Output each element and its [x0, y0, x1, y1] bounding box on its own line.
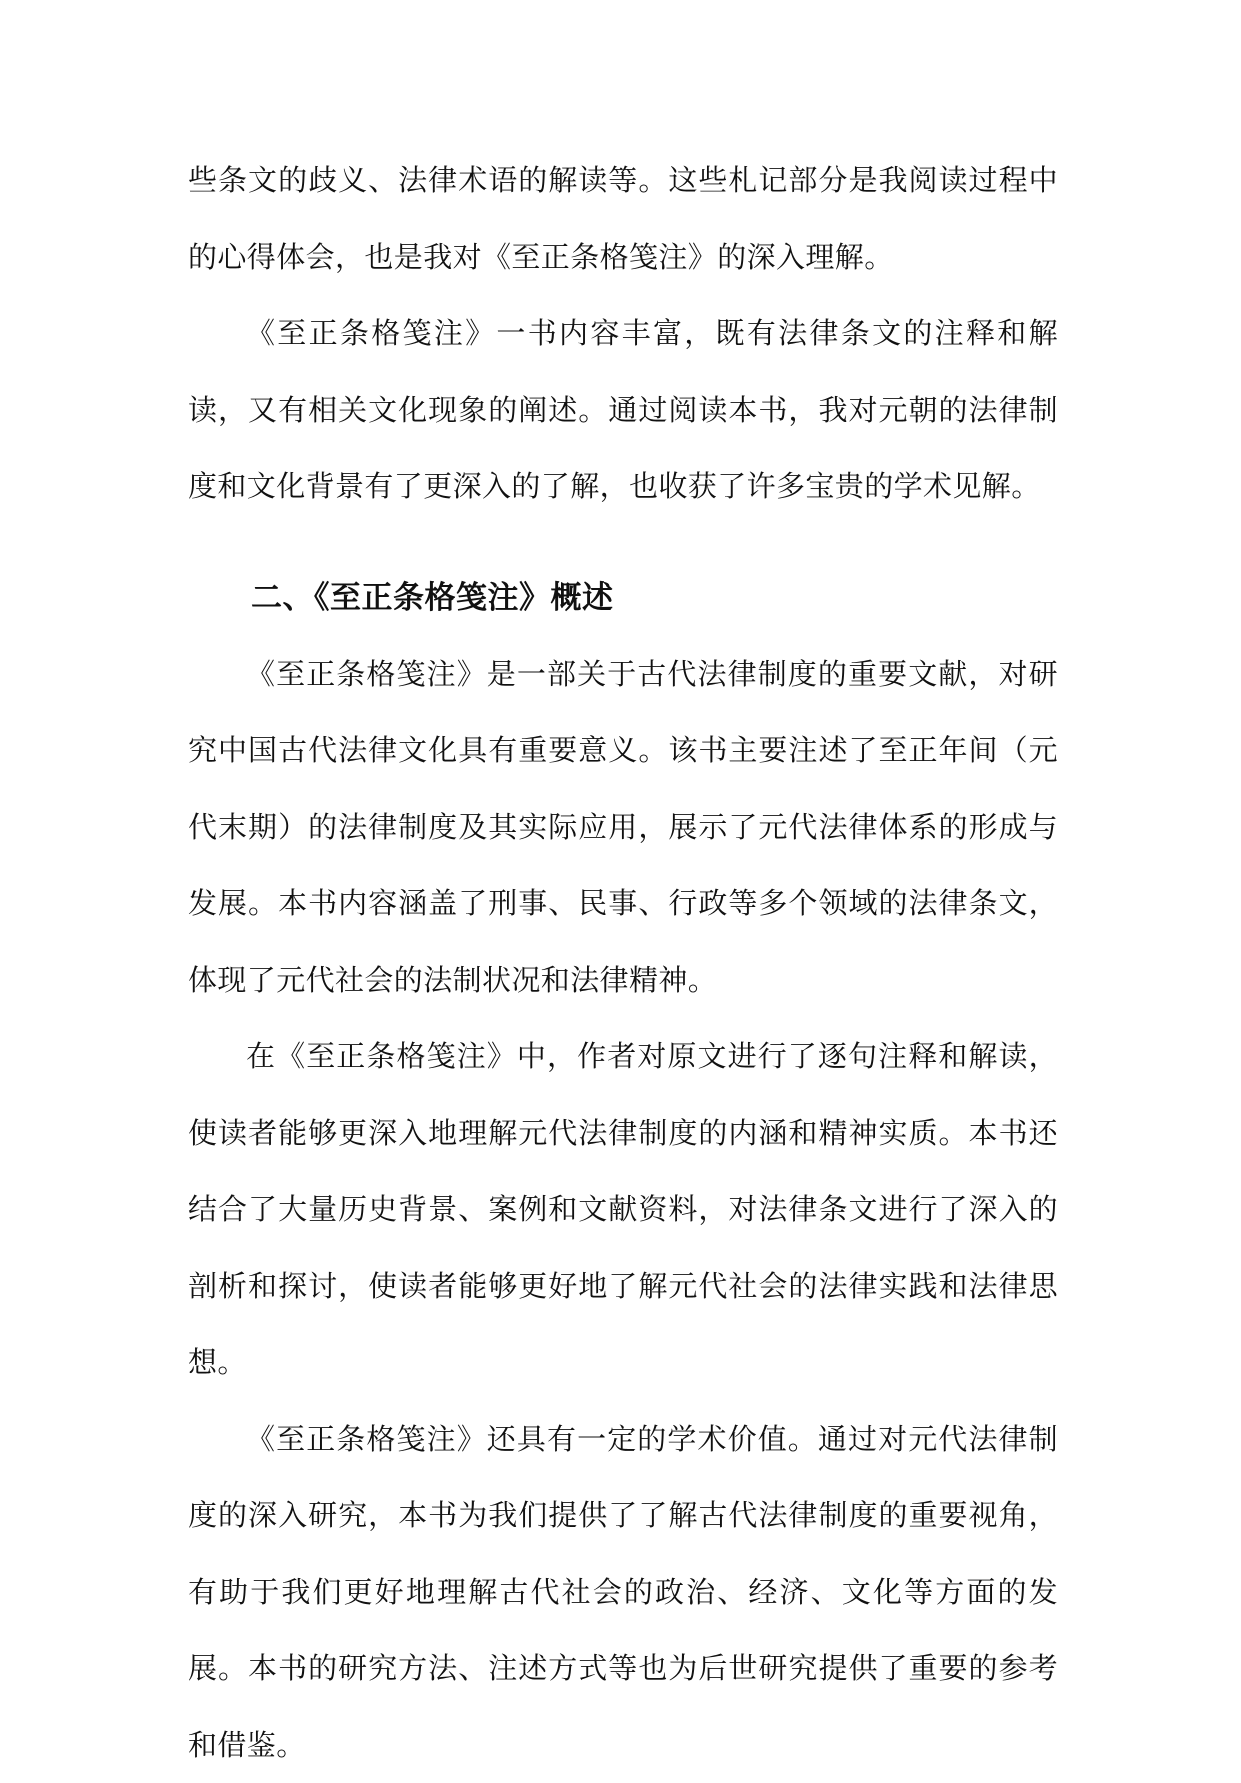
document-body: [188, 142, 1058, 1783]
paragraph-academic-value: 《至正条格笺注》还具有一定的学术价值。通过对元代法律制度的深入研究，本书为我们提供了了解古代法律制度的重要视角，有助于我们更好地理解古代社会的政治、经济、文化等方面的发展。本书的研究方法、注述方式等也为后世研究提供了重要的参考和借鉴。: [188, 1401, 1058, 1783]
paragraph-book-summary: 《至正条格笺注》一书内容丰富，既有法律条文的注释和解读，又有相关文化现象的阐述。通过阅读本书，我对元朝的法律制度和文化背景有了更深入的了解，也收获了许多宝贵的学术见解。: [188, 295, 1058, 525]
paragraph-continuation: 些条文的歧义、法律术语的解读等。这些札记部分是我阅读过程中的心得体会，也是我对《至正条格笺注》的深入理解。: [188, 142, 1058, 295]
section-heading: 二、《至正条格笺注》概述: [188, 560, 1058, 636]
paragraph-overview: 《至正条格笺注》是一部关于古代法律制度的重要文献，对研究中国古代法律文化具有重要意义。该书主要注述了至正年间（元代末期）的法律制度及其实际应用，展示了元代法律体系的形成与发展。本书内容涵盖了刑事、民事、行政等多个领域的法律条文，体现了元代社会的法制状况和法律精神。: [188, 636, 1058, 1019]
paragraph-annotation-method: 在《至正条格笺注》中，作者对原文进行了逐句注释和解读，使读者能够更深入地理解元代法律制度的内涵和精神实质。本书还结合了大量历史背景、案例和文献资料，对法律条文进行了深入的剖析和探讨，使读者能够更好地了解元代社会的法律实践和法律思想。: [188, 1018, 1058, 1401]
